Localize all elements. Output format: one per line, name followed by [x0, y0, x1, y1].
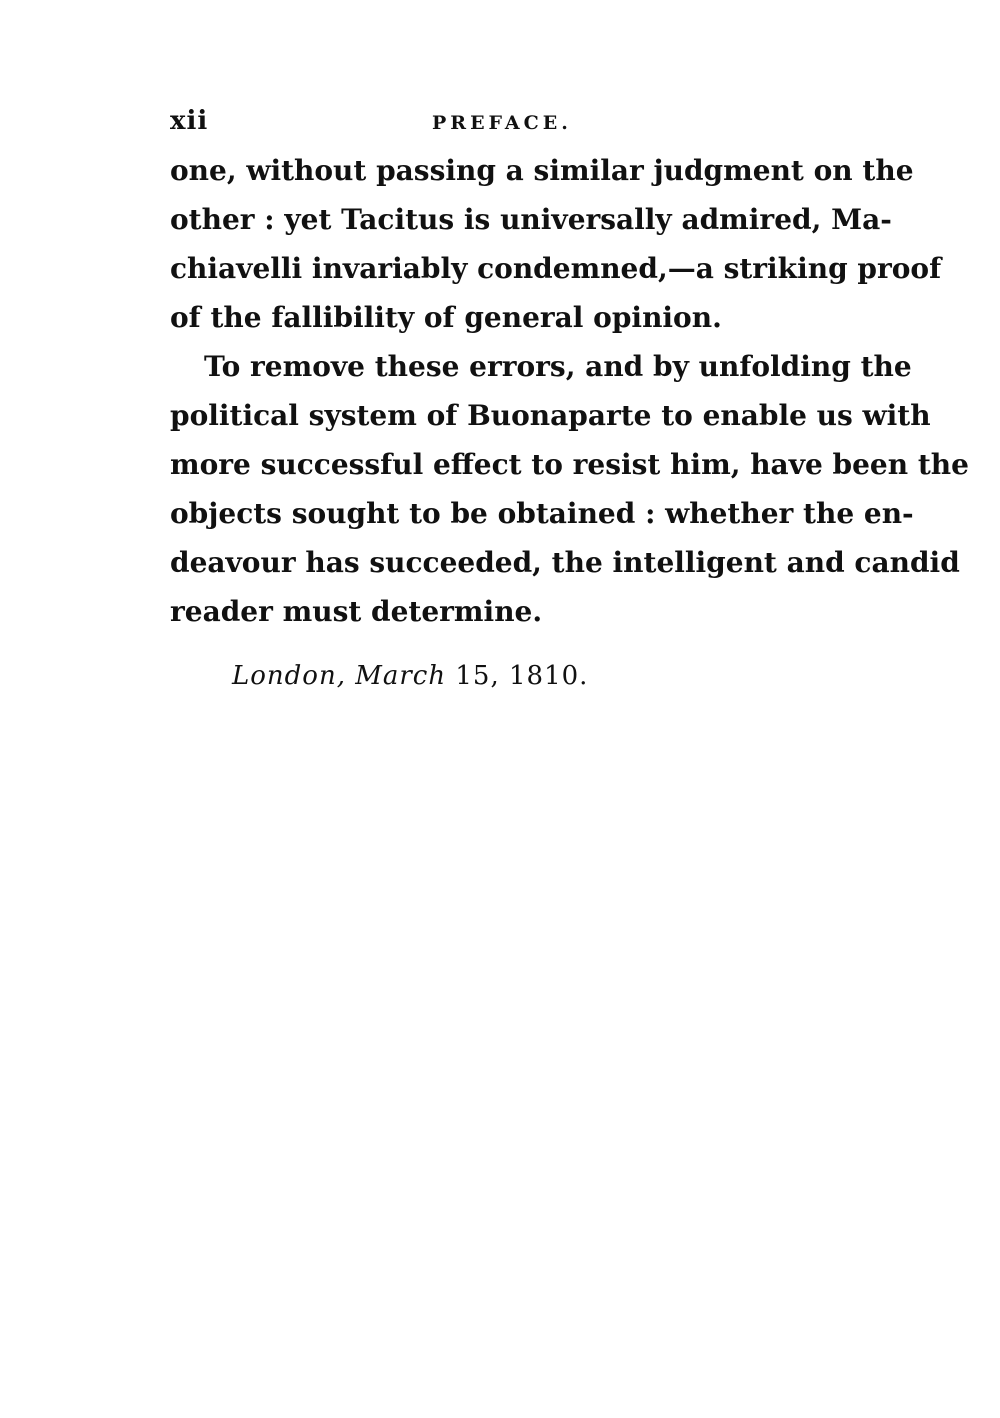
text-line: chiavelli invariably condemned,—a striking proof — [170, 252, 942, 285]
paragraph — [170, 146, 942, 342]
page-number: xii — [170, 106, 209, 136]
dateline-place: London, — [232, 661, 346, 691]
dateline-month: March — [355, 661, 447, 691]
page-header — [170, 104, 826, 138]
text-line: of the fallibility of general opinion. — [170, 301, 722, 334]
text-line: reader must determine. — [170, 595, 543, 628]
dateline-day-year: 15, 1810. — [455, 661, 589, 691]
text-line: other : yet Tacitus is universally admired, Ma- — [170, 203, 892, 236]
text-line: political system of Buonaparte to enable us with — [170, 399, 931, 432]
text-line: deavour has succeeded, the intelligent and candid — [170, 546, 960, 579]
text-line: objects sought to be obtained : whether the en- — [170, 497, 914, 530]
text-line: To remove these errors, and by unfolding the — [204, 350, 912, 383]
body-text — [170, 146, 969, 636]
running-head: PREFACE. — [432, 112, 572, 134]
dateline — [232, 656, 588, 696]
paragraph — [170, 342, 969, 636]
text-line: more successful effect to resist him, have been the — [170, 448, 969, 481]
text-line: one, without passing a similar judgment on the — [170, 154, 914, 187]
